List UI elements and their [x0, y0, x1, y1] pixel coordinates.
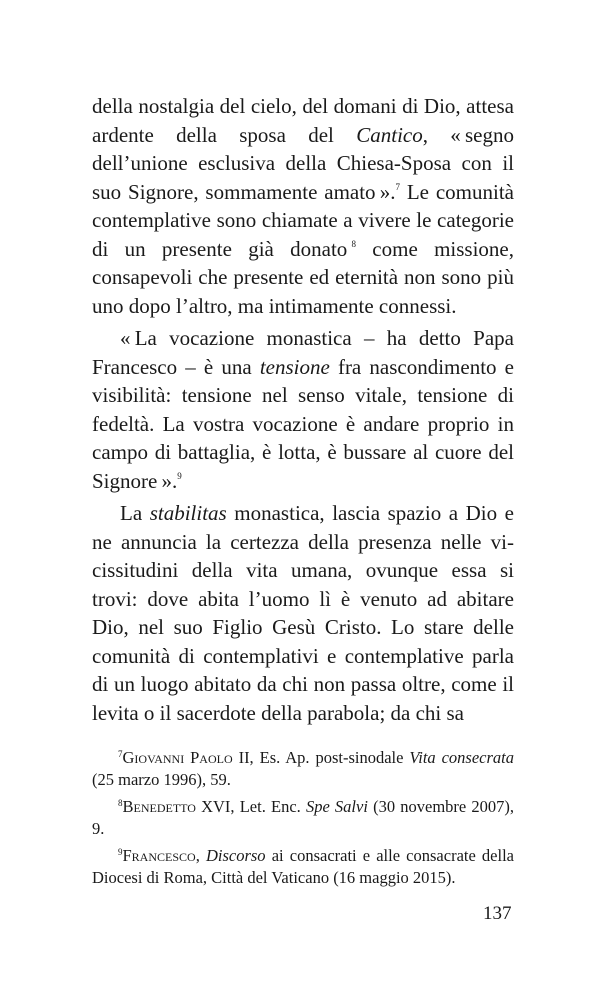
footnote-number: 9 — [118, 847, 123, 857]
text-run: Le comunità contemplative sono chiamate a vivere le categorie di un presente già donato — [92, 179, 514, 261]
text-run: monastica, lascia spazio a Dio e ne annuncia la certezza della presenza nelle vicissitudini della vita umana, ovunque essa si trovi: dove abita l’uomo lì è venuto ad abitare Dio, nel suo Figlio Gesù Cristo. Lo stare delle comunità di contemplativi e contemplative parla di un luogo abitato da chi non passa oltre, come il levita o il sacerdote della parabola; da chi sa — [92, 501, 514, 725]
text-run: come missione, consapevoli che presente ed eternità non sono più uno dopo l’altro, ma intimamente connessi. — [92, 236, 514, 318]
footnote-text: II, Es. Ap. post-sinodale — [232, 748, 410, 767]
footnote-title: Discorso — [205, 846, 266, 865]
footnote-7 — [92, 747, 514, 791]
text-run: , « segno dell’unione esclusiva della Chiesa-Sposa con il suo Signore, sommamente amato ». — [92, 122, 515, 204]
footnotes — [92, 747, 514, 894]
footnote-text: (25 marzo 1996), 59. — [92, 770, 231, 789]
footnote-text: XVI, Let. Enc. — [195, 797, 306, 816]
main-text — [92, 92, 514, 727]
text-run: « La vocazione monastica – ha detto Papa Francesco – è una — [92, 326, 514, 379]
footnote-ref-9[interactable]: 9 — [177, 470, 182, 481]
footnote-ref-7[interactable]: 7 — [395, 181, 401, 192]
footnote-author: Benedetto — [122, 797, 196, 816]
italic-term: stabilitas — [149, 501, 227, 525]
page-number: 137 — [483, 903, 512, 924]
footnote-number: 8 — [118, 798, 123, 808]
footnote-8 — [92, 796, 514, 840]
italic-title: Cantico — [356, 122, 423, 147]
footnote-9 — [92, 845, 514, 889]
footnote-title: Vita consecrata — [409, 748, 515, 767]
text-run: della nostalgia del cielo, del domani di Dio, attesa ardente della sposa del — [92, 94, 514, 147]
text-run: fra nascondimento e visibilità: tensione nel senso vitale, tensione di fedeltà. La vostra vocazione è andare proprio in campo di battaglia, è lotta, è bussare al cuore del Signore ». — [92, 354, 514, 493]
italic-term: tensione — [259, 354, 330, 379]
text-run: La — [120, 501, 150, 525]
footnote-author: Francesco — [122, 846, 196, 865]
footnote-title: Spe Salvi — [305, 797, 368, 816]
footnote-text: , — [195, 846, 206, 865]
footnote-number: 7 — [118, 749, 123, 759]
footnote-text: (30 novembre 2007), 9. — [92, 797, 514, 838]
footnote-text: ai consacrati e alle consacrate della Diocesi di Roma, Città del Vaticano (16 maggio 2015). — [92, 846, 515, 887]
paragraph-2 — [92, 324, 514, 495]
paragraph-3 — [92, 499, 514, 727]
footnote-ref-8[interactable]: 8 — [351, 238, 356, 249]
paragraph-1 — [92, 92, 514, 320]
footnote-author: Giovanni Paolo — [122, 748, 233, 767]
